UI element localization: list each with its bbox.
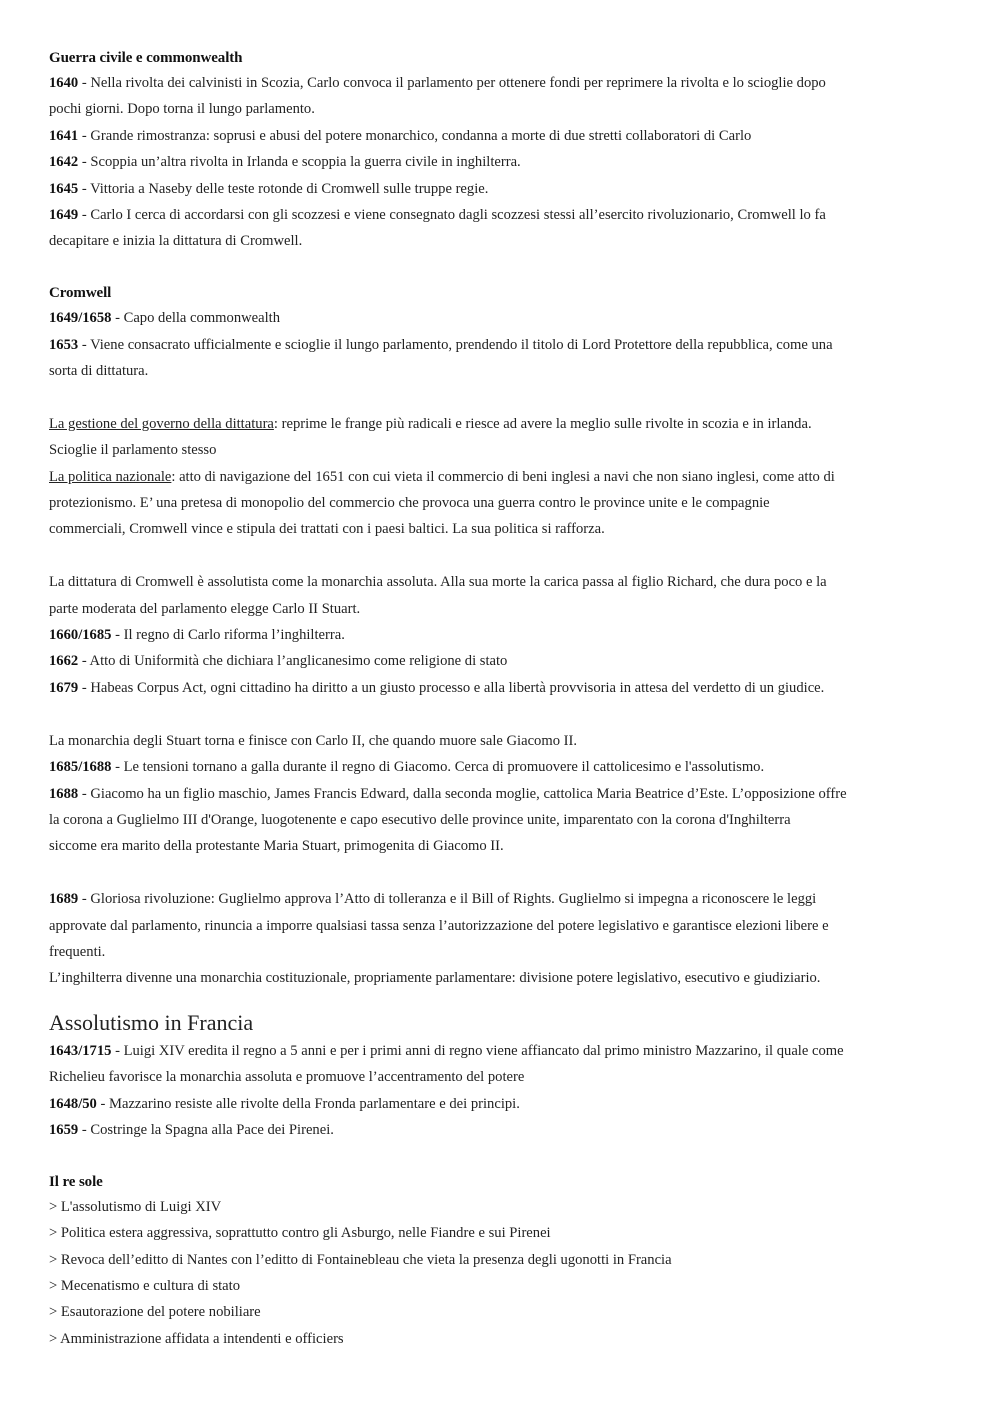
text-line: 1659 - Costringe la Spagna alla Pace dei Pirenei. — [49, 1121, 334, 1138]
underlined-label: La gestione del governo della dittatura — [49, 415, 274, 432]
text-line: Richelieu favorisce la monarchia assoluta e promuove l’accentramento del potere — [49, 1069, 525, 1086]
text-line: frequenti. — [49, 943, 106, 960]
text-line: Scioglie il parlamento stesso — [49, 442, 217, 459]
text-line: approvate dal parlamento, rinuncia a imporre qualsiasi tassa senza l’autorizzazione del potere legislativo e garantisce elezioni libere e — [49, 917, 829, 934]
list-item: > L'assolutismo di Luigi XIV — [49, 1198, 222, 1215]
text-line: 1643/1715 - Luigi XIV eredita il regno a 5 anni e per i primi anni di regno viene affiancato dal primo ministro Mazzarino, il quale come — [49, 1042, 844, 1059]
text-line: 1640 - Nella rivolta dei calvinisti in Scozia, Carlo convoca il parlamento per ottenere fondi per reprimere la rivolta e lo scioglie dopo — [49, 75, 826, 91]
text-line: L’inghilterra divenne una monarchia costituzionale, propriamente parlamentare: divisione potere legislativo, esecutivo e giudiziario. — [49, 970, 821, 987]
section-heading-civil-war: Guerra civile e commonwealth — [49, 50, 243, 66]
text-line: pochi giorni. Dopo torna il lungo parlamento. — [49, 101, 315, 118]
text-line: decapitare e inizia la dittatura di Cromwell. — [49, 233, 303, 250]
text-line: 1689 - Gloriosa rivoluzione: Guglielmo approva l’Atto di tolleranza e il Bill of Rights. Guglielmo si impegna a riconoscere le leggi — [49, 891, 817, 908]
text-line: la corona a Guglielmo III d'Orange, luogotenente e capo esecutivo delle province unite, imparentato con la corona d'Inghilterra — [49, 811, 791, 828]
underlined-label: La politica nazionale — [49, 468, 172, 485]
list-item: > Politica estera aggressiva, soprattutto contro gli Asburgo, nelle Fiandre e sui Pirenei — [49, 1225, 551, 1242]
text-line: La politica nazionale: atto di navigazione del 1651 con cui vieta il commercio di beni inglesi a navi che non siano inglesi, come atto di — [49, 468, 835, 485]
list-item: > Esautorazione del potere nobiliare — [49, 1304, 261, 1321]
text-line: 1641 - Grande rimostranza: soprusi e abusi del potere monarchico, condanna a morte di due stretti collaboratori di Carlo — [49, 127, 752, 144]
text-line: sorta di dittatura. — [49, 363, 149, 380]
text-line: 1642 - Scoppia un’altra rivolta in Irlanda e scoppia la guerra civile in inghilterra. — [49, 154, 521, 171]
text-line: parte moderata del parlamento elegge Carlo II Stuart. — [49, 600, 361, 617]
text-line: La monarchia degli Stuart torna e finisce con Carlo II, che quando muore sale Giacomo II. — [49, 732, 578, 749]
list-item: > Revoca dell’editto di Nantes con l’editto di Fontainebleau che vieta la presenza degli ugonotti in Francia — [49, 1251, 672, 1268]
text-line: 1662 - Atto di Uniformità che dichiara l’anglicanesimo come religione di stato — [49, 653, 508, 670]
list-item: > Amministrazione affidata a intendenti e officiers — [49, 1330, 344, 1347]
text-line: 1648/50 - Mazzarino resiste alle rivolte della Fronda parlamentare e dei principi. — [49, 1095, 520, 1112]
text-line: commerciali, Cromwell vince e stipula dei trattati con i paesi baltici. La sua politica si rafforza. — [49, 521, 605, 538]
text-line: 1679 - Habeas Corpus Act, ogni cittadino ha diritto a un giusto processo e alla libertà provvisoria in attesa del verdetto di un giudice. — [49, 679, 825, 696]
text-line: protezionismo. E’ una pretesa di monopolio del commercio che provoca una guerra contro le province unite e le compagnie — [49, 495, 770, 512]
text-line: siccome era marito della protestante Maria Stuart, primogenita di Giacomo II. — [49, 838, 504, 855]
list-item: > Mecenatismo e cultura di stato — [49, 1277, 241, 1294]
section-heading-cromwell: Cromwell — [49, 285, 112, 302]
section-heading-sun-king: Il re sole — [49, 1173, 103, 1190]
text-line: 1645 - Vittoria a Naseby delle teste rotonde di Cromwell sulle truppe regie. — [49, 180, 489, 197]
text-line: 1649 - Carlo I cerca di accordarsi con gli scozzesi e viene consegnato dagli scozzesi stessi all’esercito rivoluzionario, Cromwell lo fa — [49, 207, 826, 224]
section-heading-france: Assolutismo in Francia — [49, 1009, 254, 1035]
text-line: La dittatura di Cromwell è assolutista come la monarchia assoluta. Alla sua morte la carica passa al figlio Richard, che dura poco e la — [49, 574, 827, 591]
text-line: 1653 - Viene consacrato ufficialmente e scioglie il lungo parlamento, prendendo il titolo di Lord Protettore della repubblica, come una — [49, 336, 833, 353]
text-line: La gestione del governo della dittatura: reprime le frange più radicali e riesce ad avere la meglio sulle rivolte in scozia e in irlanda. — [49, 415, 812, 432]
text-line: 1660/1685 - Il regno di Carlo riforma l’inghilterra. — [49, 627, 345, 644]
text-line: 1649/1658 - Capo della commonwealth — [49, 310, 281, 327]
text-line: 1685/1688 - Le tensioni tornano a galla durante il regno di Giacomo. Cerca di promuovere il cattolicesimo e l'assolutismo. — [49, 759, 765, 776]
text-line: 1688 - Giacomo ha un figlio maschio, James Francis Edward, dalla seconda moglie, cattolica Maria Beatrice d’Este. L’opposizione offre — [49, 785, 847, 802]
